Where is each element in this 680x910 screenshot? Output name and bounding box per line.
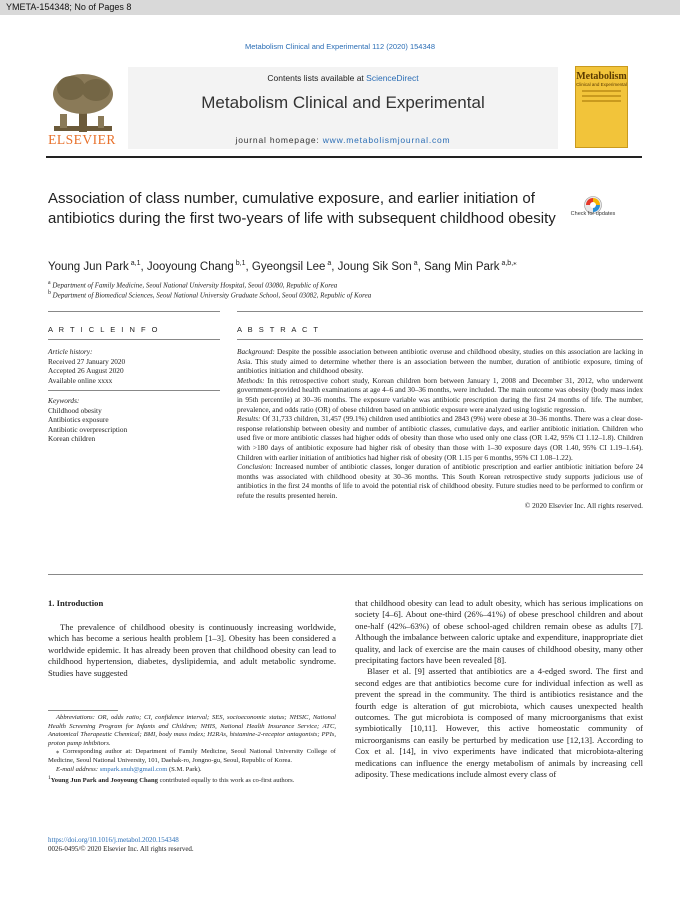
cover-line: [582, 95, 621, 97]
divider: [237, 311, 643, 312]
affiliation: $^b$ Department of Biomedical Sciences, Seoul National University Graduate School, Seoul 03082, Republic of Korea: [48, 290, 372, 300]
abstract-paragraph: Conclusion: Increased number of antibiotic classes, longer duration of antibiotic prescription and earlier antibiotic initiation before 24 months was associated with childhood obesity at 30–36 months. This South Korean retrospective study supports judicious use of antibiotics in the first 24 months of life to avoid the potential risk of childhood obesity. Future studies need to be performed to confirm or refute the results presented herein.: [237, 462, 643, 500]
corresponding-author: ⁎ Corresponding author at: Department of Family Medicine, Seoul National University College of Medicine, Seoul National University, 101, Daehak-ro, Jongno-gu, Seoul, Republic of Korea.: [48, 748, 336, 764]
footnotes: Abbreviations: OR, odds ratio; CI, confidence interval; SES, socioeconomic status; NHSIC, National Health Screening Program for Infants and Children; NHIS, National Health Insurance Service; ATC, Anatomical Therapeutic Chemical; BMI, body mass index; H2RAs, histamine-2-receptor antagonists; PPIs, proton pump inhibitors. ⁎ Corresponding author at: Department of Family Medicine, Seoul National University College of Medicine, Seoul National University, 101, Daehak-ro, Jongno-gu, Seoul, Republic of Korea. E-mail address: smpark.snuh@gmail.com (S.M. Park). $^1$Young Jun Park and Jooyoung Chang contributed equally to this work as co-first authors.: [48, 714, 336, 785]
issn-line: 0026-0495/© 2020 Elsevier Inc. All rights reserved.: [48, 845, 194, 853]
publisher-name: ELSEVIER: [48, 132, 116, 147]
journal-cover[interactable]: [575, 66, 628, 148]
divider: [237, 339, 643, 340]
cover-subtitle: Clinical and Experimental: [576, 82, 627, 87]
divider: [48, 390, 220, 391]
author[interactable]: , Joung Sik Son $^a$: [331, 260, 418, 273]
article-history: [48, 347, 208, 385]
homepage-link[interactable]: www.metabolismjournal.com: [322, 135, 451, 145]
keyword: Korean children: [48, 434, 96, 444]
affiliation: $^a$ Department of Family Medicine, Seoul National University Hospital, Seoul 03080, Republic of Korea: [48, 280, 338, 290]
keyword: Childhood obesity: [48, 405, 102, 415]
body-column-left: [48, 622, 336, 679]
email-link[interactable]: smpark.snuh@gmail.com: [99, 765, 168, 773]
abstract-paragraph: Methods: In this retrospective cohort study, Korean children born between January 1, 2008 and December 31, 2012, who underwent government-provided health examinations at age 4–6 and 30–36 months, were included. The main outcome was obesity (body mass index in 95th percentile) at 30–36 months. The exposure variable was antibiotic prescription during the first 24 months of life. The number, prevalence, and odds ratio (OR) of obese children based on antibiotic exposure were analyzed using logistic regression.: [237, 375, 643, 414]
body-paragraph: The prevalence of childhood obesity is continuously increasing worldwide, which has become a serious health problem [1–3]. Obesity has been considered a worldwide epidemic. It has already been proven that childhood obesity can lead to childhood hypertension, diabetes, dyslipidemia, and adult metabolic syndrome. Studies have suggested: [48, 622, 336, 678]
abstract-paragraph: Background: Despite the possible association between antibiotic overuse and childhood obesity, studies on this association are lacking in Asia. This study aimed to determine whether there is an association between the number, duration of antibiotic exposure, timing of antibiotics initiation and childhood obesity.: [237, 347, 643, 376]
author[interactable]: Young Jun Park $^{a,1}$: [48, 260, 141, 273]
cover-title: Metabolism: [576, 71, 627, 82]
cover-line: [582, 100, 621, 102]
keyword: Antibiotics exposure: [48, 415, 109, 425]
contents-line: [128, 73, 558, 83]
divider: [48, 311, 220, 312]
footnote-rule: [48, 710, 118, 711]
journal-homepage: [128, 135, 558, 145]
abstract-body: [237, 347, 643, 510]
abbreviations: Abbreviations: OR, odds ratio; CI, confidence interval; SES, socioeconomic status; NHSIC, National Health Screening Program for Infants and Children; NHIS, National Health Insurance Service; ATC, Anatomical Therapeutic Chemical; BMI, body mass index; H2RAs, histamine-2-receptor antagonists; PPIs, proton pump inhibitors.: [48, 714, 336, 747]
body-paragraph: Blaser et al. [9] asserted that antibiotics are a 4-edged sword. The first and second edges are that antibiotics become cure for individual infection as well as prevent the spread in the community. The third is antibiotics resistance and the fourth edge is alteration of gut microbiota, which causes unexpected health outcomes. The gut microbiota is composed of many microorganisms that exist symbiotically [10,11]. However, this active homeostatic community of microorganisms can easily be perturbed by medication use [12,13]. According to Cox et al. [14], in vivo experiments have indicated that microbiota-altering medications can influence the energy metabolism of animals by increasing cell adiposity. These medications include almost every class of: [355, 666, 643, 780]
sciencedirect-link[interactable]: ScienceDirect: [366, 73, 419, 83]
contents-prefix: Contents lists available at: [267, 73, 367, 83]
author[interactable]: , Sang Min Park $^{a,b,⁎}$: [417, 260, 517, 273]
doi-block: [48, 836, 194, 854]
homepage-prefix: journal homepage:: [235, 135, 323, 145]
divider: [48, 339, 220, 340]
history-line: Accepted 26 August 2020: [48, 366, 124, 376]
section-heading: 1. Introduction: [48, 598, 104, 608]
paper-title: Association of class number, cumulative exposure, and earlier initiation of antibiotics during the first two-years of life with subsequent childhood obesity: [48, 190, 556, 227]
history-line: Available online xxxx: [48, 375, 113, 385]
keyword: Antibiotic overprescription: [48, 424, 128, 434]
abstract-heading: A B S T R A C T: [237, 325, 320, 334]
article-history-label: Article history:: [48, 347, 93, 356]
copyright: © 2020 Elsevier Inc. All rights reserved.: [524, 500, 643, 510]
keywords-label: Keywords:: [48, 396, 80, 405]
abstract-paragraph: Results: Of 31,733 children, 31,457 (99.1%) children used antibiotics and 2843 (9%) were obese at 30–36 months. There was a clear dose-response relationship between obesity and number of antibiotic classes, cumulative days, and earlier antibiotic initiation. Children who used five or more antibiotic classes had higher odds of obesity than those who used only one class (OR 1.42, 95% CI 1.12–1.8). Children with >180 days of antibiotic exposure had higher risk of obesity than those with 1–30 exposure days (OR 1.40, 95% CI 1.19–1.64). Children with earlier initiation of antibiotics had higher risk of obesity (OR 1.15 per 6 months, 95% CI 1.08–1.22).: [237, 414, 643, 462]
author[interactable]: , Gyeongsil Lee $^a$: [245, 260, 332, 273]
history-line: Received 27 January 2020: [48, 356, 126, 366]
cover-line: [582, 90, 621, 92]
doi-link[interactable]: https://doi.org/10.1016/j.metabol.2020.154348: [48, 836, 179, 844]
keywords: [48, 396, 208, 444]
journal-title: Metabolism Clinical and Experimental: [201, 93, 485, 112]
divider: [48, 574, 643, 575]
author-list: [48, 259, 648, 273]
header-rule: [46, 156, 642, 158]
check-for-updates-icon[interactable]: [578, 190, 608, 224]
co-first-authors: Young Jun Park and Jooyoung Chang: [50, 777, 158, 785]
journal-reference[interactable]: Metabolism Clinical and Experimental 112 (2020) 154348: [245, 42, 435, 51]
author[interactable]: , Jooyoung Chang $^{b,1}$: [140, 260, 246, 273]
body-column-right: [355, 598, 643, 781]
body-paragraph: that childhood obesity can lead to adult obesity, which has serious implications on society [4–6]. About one-third (26%–41%) of obese preschool children and about one-half (42%–63%) of obese school-aged children remain obese as adults [7]. Although the imbalance between caloric uptake and expenditure, inappropriate diet quality, and lack of exercise are the main causes of childhood obesity, many other precipitating factors have been revealed [8].: [355, 598, 643, 666]
running-header: YMETA-154348; No of Pages 8: [0, 0, 680, 15]
article-info-heading: A R T I C L E I N F O: [48, 325, 160, 334]
check-for-updates-label[interactable]: Check for updates: [570, 211, 616, 217]
